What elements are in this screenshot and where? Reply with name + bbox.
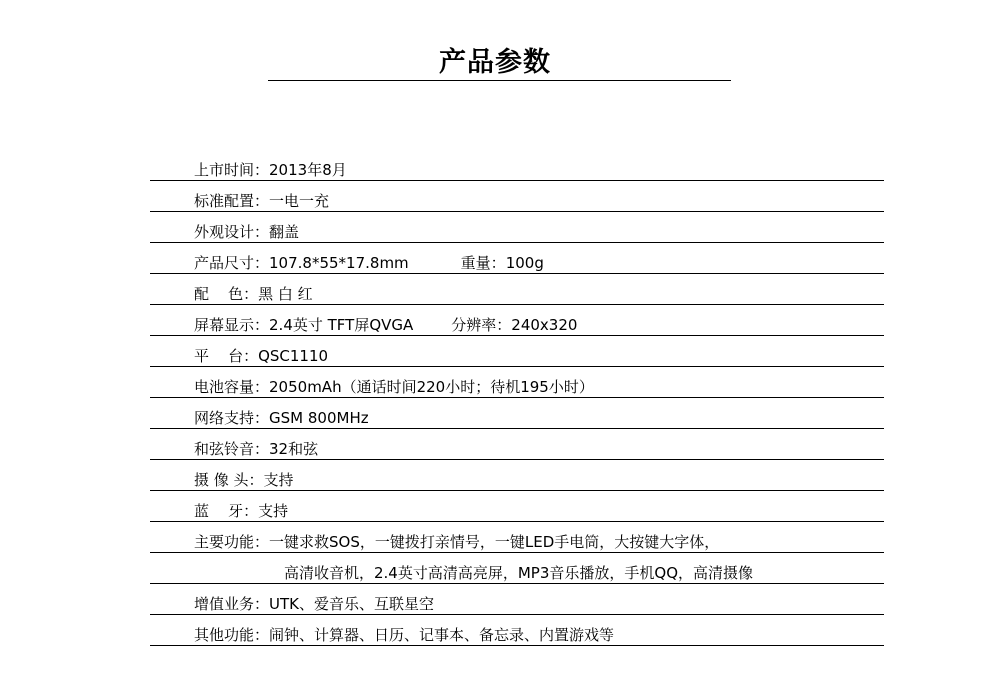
- spec-value: 翻盖: [269, 223, 300, 241]
- spec-row-display: [150, 305, 884, 336]
- spec-label: 增值业务：: [194, 595, 270, 613]
- spec-label: 和弦铃音：: [194, 440, 270, 458]
- page-title: 产品参数: [439, 47, 551, 78]
- spec-value: 支持: [263, 471, 294, 489]
- spec-value: 107.8*55*17.8mm: [269, 254, 409, 272]
- spec-value: 32和弦: [269, 440, 319, 458]
- spec-value-weight: 100g: [505, 254, 544, 272]
- spec-value: 2.4英寸 TFT屏QVGA: [269, 316, 414, 334]
- spec-row-design: [150, 212, 884, 243]
- spec-value: GSM 800MHz: [269, 409, 369, 427]
- spec-row-platform: [150, 336, 884, 367]
- title-underline: [268, 80, 731, 81]
- spec-label-resolution: 分辨率：: [451, 316, 512, 334]
- spec-value: 高清收音机，2.4英寸高清高亮屏，MP3音乐播放，手机QQ，高清摄像: [284, 564, 754, 582]
- spec-value: QSC1110: [258, 347, 329, 365]
- spec-row-dimensions: [150, 243, 884, 274]
- spec-value: 支持: [258, 502, 289, 520]
- spec-row-network: [150, 398, 884, 429]
- spec-value: 2013年8月: [269, 161, 347, 179]
- spec-value: 黑 白 红: [258, 285, 313, 303]
- spec-row-battery: [150, 367, 884, 398]
- spec-row-colors: [150, 274, 884, 305]
- spec-value: 一电一充: [269, 192, 330, 210]
- spec-label: 蓝 牙：: [194, 502, 259, 520]
- spec-table: [150, 150, 884, 646]
- spec-label: 配 色：: [194, 285, 259, 303]
- spec-label: 主要功能：: [194, 533, 270, 551]
- spec-label: 网络支持：: [194, 409, 270, 427]
- spec-row-standard-config: [150, 181, 884, 212]
- spec-label: 摄 像 头：: [194, 471, 264, 489]
- spec-row-main-functions: [150, 522, 884, 553]
- spec-label-weight: 重量：: [460, 254, 506, 272]
- spec-value: UTK、爱音乐、互联星空: [269, 595, 434, 613]
- spec-row-camera: [150, 460, 884, 491]
- spec-row-main-functions-continued: [150, 553, 884, 584]
- spec-value: 闹钟、计算器、日历、记事本、备忘录、内置游戏等: [269, 626, 615, 644]
- spec-row-other-functions: [150, 615, 884, 646]
- spec-value: 一键求救SOS，一键拨打亲情号，一键LED手电筒，大按键大字体，: [269, 533, 720, 551]
- spec-row-ringtone: [150, 429, 884, 460]
- spec-label: 外观设计：: [194, 223, 270, 241]
- spec-label: 电池容量：: [194, 378, 270, 396]
- spec-row-bluetooth: [150, 491, 884, 522]
- spec-value-resolution: 240x320: [511, 316, 578, 334]
- spec-row-value-added: [150, 584, 884, 615]
- spec-label: 产品尺寸：: [194, 254, 270, 272]
- spec-label: 标准配置：: [194, 192, 270, 210]
- spec-label: 平 台：: [194, 347, 259, 365]
- spec-row-release-date: [150, 150, 884, 181]
- spec-label: 上市时间：: [194, 161, 270, 179]
- spec-value: 2050mAh（通话时间220小时；待机195小时）: [269, 378, 594, 396]
- spec-label: 屏幕显示：: [194, 316, 270, 334]
- spec-label: 其他功能：: [194, 626, 270, 644]
